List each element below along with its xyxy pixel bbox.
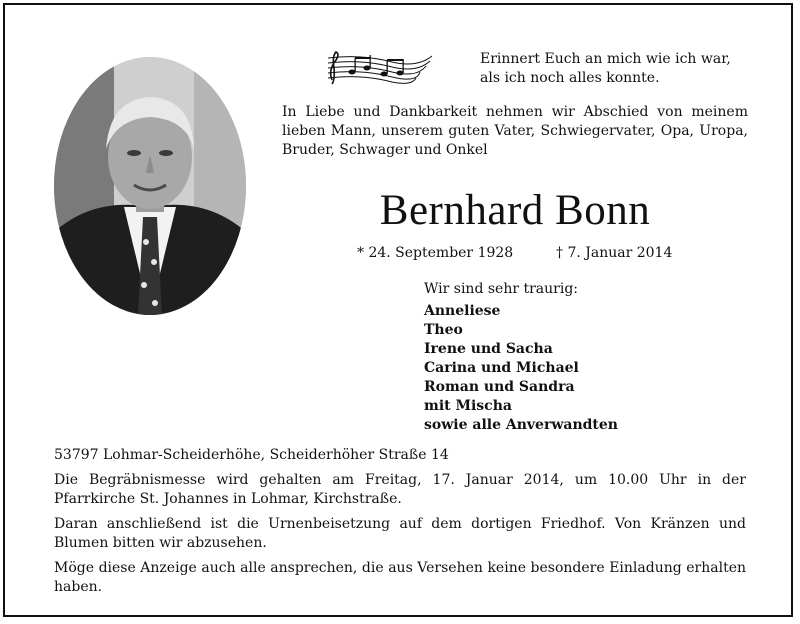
birth-date: * 24. September 1928	[357, 245, 514, 261]
funeral-mass-info: Die Begräbnismesse wird gehalten am Freitag, 17. Januar 2014, um 10.00 Uhr in der Pfarrkirche St. Johannes in Lohmar, Kirchstraße.	[54, 472, 746, 507]
quote-line: als ich noch alles konnte.	[480, 70, 660, 86]
closing-note: Möge diese Anzeige auch alle ansprechen, die aus Versehen keine besondere Einladung erhalten haben.	[54, 560, 746, 595]
mourner-name: sowie alle Anverwandten	[424, 417, 618, 433]
deceased-name: Bernhard Bonn	[379, 187, 651, 234]
death-date: † 7. Januar 2014	[556, 245, 673, 261]
urn-burial-info: Daran anschließend ist die Urnenbeisetzung auf dem dortigen Friedhof. Von Kränzen und Blumen bitten wir abzusehen.	[54, 516, 746, 551]
music-notes-icon	[322, 50, 434, 86]
mourner-name: Irene und Sacha	[424, 341, 553, 357]
mourner-name: Theo	[424, 322, 463, 338]
farewell-intro: In Liebe und Dankbarkeit nehmen wir Abschied von meinem lieben Mann, unserem guten Vater, Schwiegervater, Opa, Uropa, Bruder, Schwager und Onkel	[282, 104, 748, 158]
notice-details	[54, 446, 746, 603]
mourners-list	[424, 280, 618, 435]
epigraph-quote	[480, 50, 731, 88]
mourners-heading: Wir sind sehr traurig:	[424, 281, 579, 297]
portrait-photo	[54, 57, 246, 315]
mourner-name: mit Mischa	[424, 398, 512, 414]
mourner-name: Carina und Michael	[424, 360, 579, 376]
quote-line: Erinnert Euch an mich wie ich war,	[480, 51, 731, 67]
mourner-name: Roman und Sandra	[424, 379, 575, 395]
mourner-name: Anneliese	[424, 303, 501, 319]
family-address: 53797 Lohmar-Scheiderhöhe, Scheiderhöher Straße 14	[54, 447, 449, 463]
